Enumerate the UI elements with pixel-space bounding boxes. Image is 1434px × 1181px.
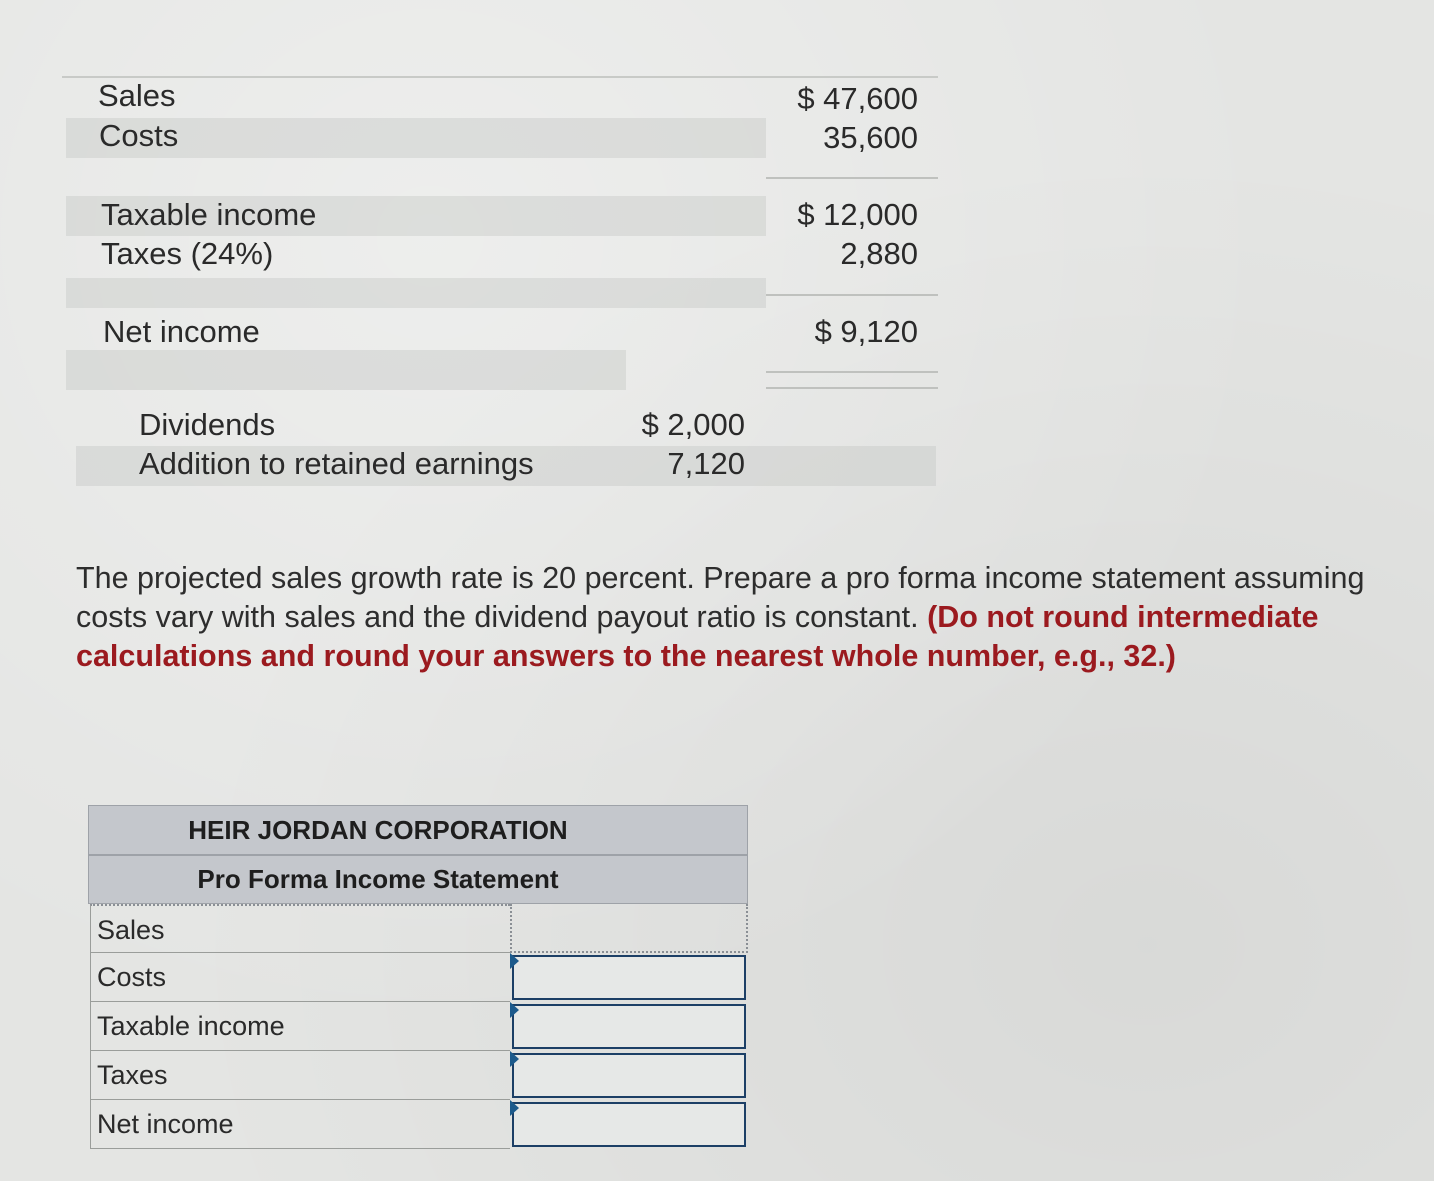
- net-income-answer-cell: [510, 1100, 748, 1149]
- input-marker-icon: [510, 953, 519, 969]
- statement-label-taxes: Taxes (24%): [101, 236, 274, 271]
- statement-label-retained: Addition to retained earnings: [139, 446, 534, 481]
- taxable-income-input[interactable]: [512, 1004, 746, 1049]
- table-row-net-income: [88, 1100, 748, 1149]
- row-label-net-income: Net income: [90, 1100, 510, 1149]
- subtotal-rule: [766, 294, 938, 296]
- taxes-input[interactable]: [512, 1053, 746, 1098]
- statement-value-dividends: $ 2,000: [641, 407, 745, 442]
- statement-value-taxable-income: $ 12,000: [797, 197, 918, 232]
- taxes-answer-cell: [510, 1051, 748, 1100]
- statement-top-rule: [62, 76, 938, 78]
- statement-label-taxable-income: Taxable income: [101, 197, 317, 232]
- table-company-header: HEIR JORDAN CORPORATION: [88, 805, 748, 855]
- input-marker-icon: [510, 1051, 519, 1067]
- row-shade: [66, 278, 766, 308]
- statement-label-dividends: Dividends: [139, 407, 276, 442]
- total-double-rule-top: [766, 371, 938, 373]
- total-double-rule-bottom: [766, 387, 938, 389]
- question-text: [76, 559, 1416, 676]
- statement-label-costs: Costs: [99, 118, 179, 153]
- taxable-income-answer-cell: [510, 1002, 748, 1051]
- statement-value-net-income: $ 9,120: [814, 314, 918, 349]
- statement-label-net-income: Net income: [103, 314, 260, 349]
- subtotal-rule: [766, 177, 938, 179]
- input-marker-icon: [510, 1002, 519, 1018]
- table-row-sales: [88, 904, 748, 953]
- statement-value-sales: $ 47,600: [797, 81, 918, 116]
- net-income-input[interactable]: [512, 1102, 746, 1147]
- row-label-sales: Sales: [90, 904, 510, 953]
- costs-input[interactable]: [512, 955, 746, 1000]
- row-shade: [66, 350, 626, 390]
- statement-value-taxes: 2,880: [840, 236, 918, 271]
- table-row-taxable-income: [88, 1002, 748, 1051]
- statement-value-costs: 35,600: [823, 120, 918, 155]
- row-label-costs: Costs: [90, 953, 510, 1002]
- sales-answer-cell[interactable]: [510, 904, 748, 953]
- row-label-taxes: Taxes: [90, 1051, 510, 1100]
- question-instruction: (Do not round intermediate calculations and round your answers to the nearest whole number, e.g., 32.): [76, 600, 1319, 673]
- table-row-taxes: [88, 1051, 748, 1100]
- question-body: The projected sales growth rate is 20 percent. Prepare a pro forma income statement assuming costs vary with sales and the dividend payout ratio is constant.: [76, 561, 1365, 634]
- pro-forma-table: [88, 805, 748, 1151]
- input-marker-icon: [510, 1100, 519, 1116]
- statement-value-retained: 7,120: [667, 446, 745, 481]
- statement-label-sales: Sales: [98, 78, 176, 113]
- table-title-header: Pro Forma Income Statement: [88, 855, 748, 904]
- row-label-taxable-income: Taxable income: [90, 1002, 510, 1051]
- table-row-costs: [88, 953, 748, 1002]
- costs-answer-cell: [510, 953, 748, 1002]
